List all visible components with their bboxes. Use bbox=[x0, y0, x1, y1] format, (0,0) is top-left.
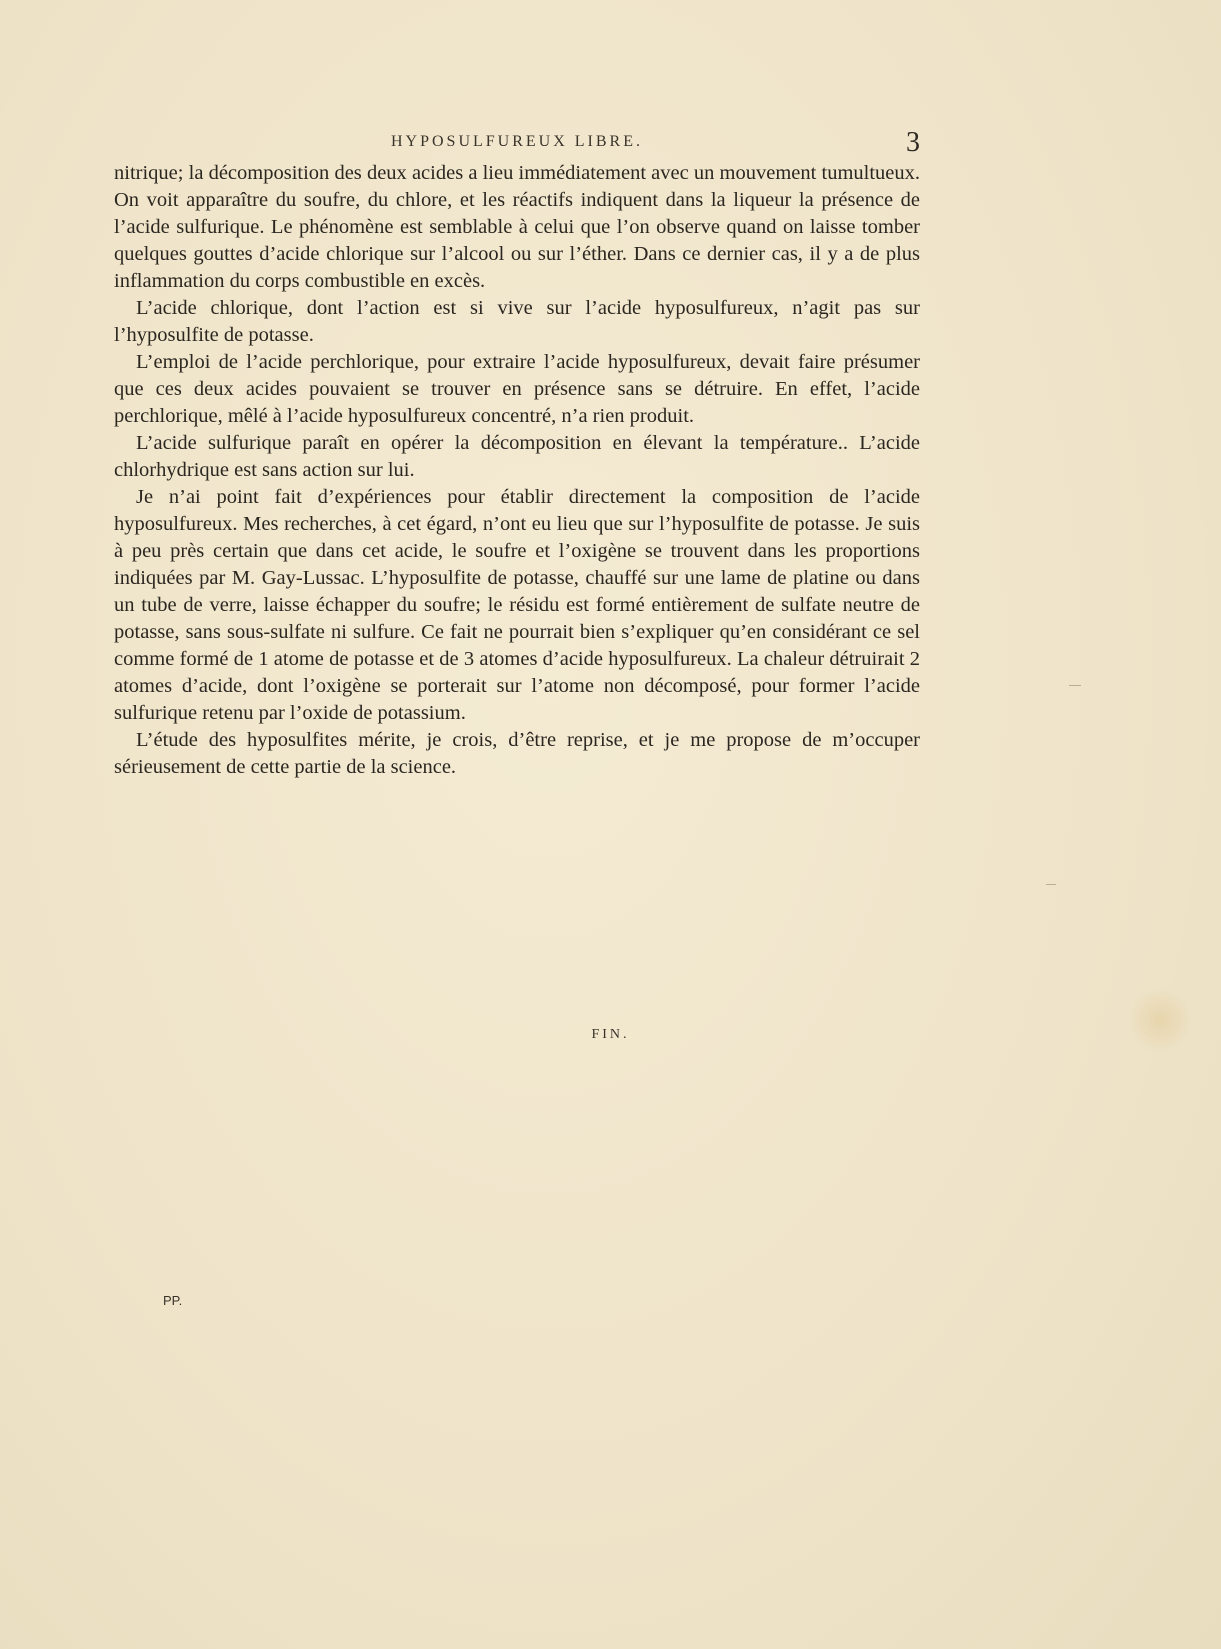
paragraph: L’étude des hyposulfites mérite, je crois, d’être reprise, et je me propose de m’occuper sérieusement de cette partie de la science. bbox=[114, 729, 920, 778]
page-number: 3 bbox=[906, 127, 920, 158]
signature-mark: PP. bbox=[163, 1293, 183, 1308]
running-head bbox=[114, 127, 920, 157]
running-title: HYPOSULFUREUX LIBRE. bbox=[390, 133, 643, 150]
margin-mark bbox=[1046, 884, 1056, 885]
end-mark: FIN. bbox=[591, 1027, 630, 1042]
paragraph: L’acide sulfurique paraît en opérer la décomposition en élevant la température.. L’acide chlorhydrique est sans action sur lui. bbox=[114, 432, 920, 481]
paragraph: L’emploi de l’acide perchlorique, pour extraire l’acide hyposulfureux, devait faire présumer que ces deux acides pouvaient se trouver en présence sans se détruire. En effet, l’acide perchlorique, mêlé à l’acide hyposulfureux concentré, n’a rien produit. bbox=[114, 351, 920, 427]
margin-mark bbox=[1069, 685, 1081, 686]
paragraph: nitrique; la décomposition des deux acides a lieu immédiatement avec un mouvement tumultueux. On voit apparaître du soufre, du chlore, et les réactifs indiquent dans la liqueur la présence de l’acide sulfurique. Le phénomène est semblable à celui que l’on observe quand on laisse tomber quelques gouttes d’acide chlorique sur l’alcool ou sur l’éther. Dans ce dernier cas, il y a de plus inflammation du corps combustible en excès. bbox=[114, 162, 920, 292]
paper-stain bbox=[1130, 985, 1190, 1055]
body-text bbox=[114, 160, 920, 781]
paragraph: L’acide chlorique, dont l’action est si vive sur l’acide hyposulfureux, n’agit pas sur l’hyposulfite de potasse. bbox=[114, 297, 920, 346]
paragraph: Je n’ai point fait d’expériences pour établir directement la composition de l’acide hyposulfureux. Mes recherches, à cet égard, n’ont eu lieu que sur l’hyposulfite de potasse. Je suis à peu près certain que dans cet acide, le soufre et l’oxigène se trouvent dans les proportions indiquées par M. Gay-Lussac. L’hyposulfite de potasse, chauffé sur une lame de platine ou dans un tube de verre, laisse échapper du soufre; le résidu est formé entièrement de sulfate neutre de potasse, sans sous-sulfate ni sulfure. Ce fait ne pourrait bien s’expliquer qu’en considérant ce sel comme formé de 1 atome de potasse et de 3 atomes d’acide hyposulfureux. La chaleur détruirait 2 atomes d’acide, dont l’oxigène se porterait sur l’atome non décomposé, pour former l’acide sulfurique retenu par l’oxide de potassium. bbox=[114, 486, 920, 724]
